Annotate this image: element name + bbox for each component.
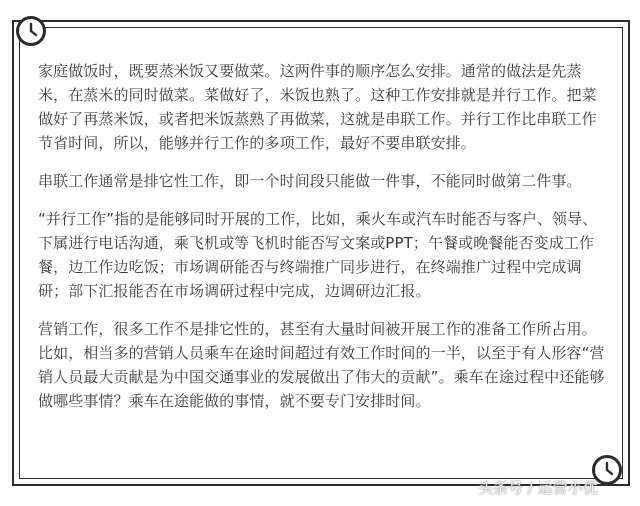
- paragraph: “并行工作”指的是能够同时开展的工作，比如，乘火车或汽车时能否与客户、领导、下属进行电话沟通，乘飞机或等飞机时能否写文案或PPT；午餐或晚餐能否变成工作餐，边工作边吃饭；市场调研能否与终端推广同步进行，在终端推广过程中完成调研；部下汇报能否在市场调研过程中完成，边调研边汇报。: [38, 210, 598, 300]
- clock-icon: [16, 16, 46, 46]
- watermark: 头条号 / 运营小优: [478, 479, 598, 497]
- paragraph: 串联工作通常是排它性工作，即一个时间段只能做一件事，不能同时做第二件事。: [38, 172, 582, 190]
- article-body: [38, 59, 608, 427]
- paragraph: 家庭做饭时，既要蒸米饭又要做菜。这两件事的顺序怎么安排。通常的做法是先蒸米，在蒸米的同时做菜。菜做好了，米饭也熟了。这种工作安排就是并行工作。把菜做好了再蒸米饭，或者把米饭蒸熟了再做菜，这就是串联工作。并行工作比串联工作节省时间，所以，能够并行工作的多项工作，最好不要串联安排。: [38, 62, 597, 152]
- paragraph: 营销工作，很多工作不是排它性的，甚至有大量时间被开展工作的准备工作所占用。比如，相当多的营销人员乘车在途时间超过有效工作时间的一半，以至于有人形容“营销人员最大贡献是为中国交通事业的发展做出了伟大的贡献”。乘车在途过程中还能够做哪些事情？乘车在途能做的事情，就不要专门安排时间。: [38, 320, 605, 410]
